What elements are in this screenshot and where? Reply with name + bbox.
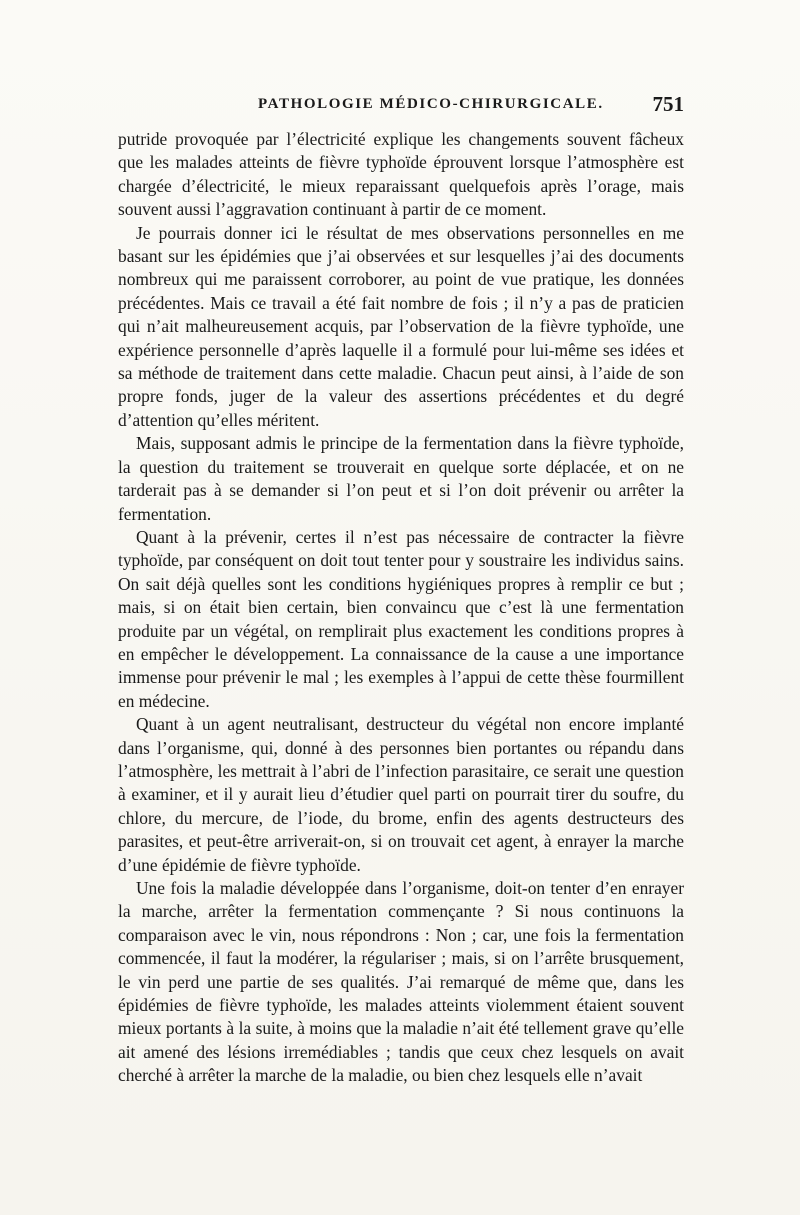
- paragraph-prevention: Quant à la prévenir, certes il n’est pas nécessaire de contracter la fièvre typhoïde, par conséquent on doit tout tenter pour y soustraire les individus sains. On sait déjà quelles sont les conditions hygiéniques propres à remplir ce but ; mais, si on était bien certain, bien convaincu que c’est là une fermentation produite par un végétal, on remplirait plus exactement les conditions propres à en empêcher le développement. La connaissance de la cause a une importance immense pour prévenir le mal ; les exemples à l’appui de cette thèse fourmillent en médecine.: [118, 526, 684, 711]
- paragraph-observations: Je pourrais donner ici le résultat de mes observations personnelles en me basant sur les épidémies que j’ai observées et sur lesquelles j’ai des documents nombreux qui me paraissent corroborer, au point de vue pratique, les données précédentes. Mais ce travail a été fait nombre de fois ; il n’y a pas de praticien qui n’ait malheureusement acquis, par l’observation de la fièvre typhoïde, une expérience personnelle d’après laquelle il a formulé pour lui-même ses idées et sa méthode de traitement dans cette maladie. Chacun peut ainsi, à l’aide de son propre fonds, juger de la valeur des assertions précédentes et du degré d’attention qu’elles méritent.: [118, 222, 684, 430]
- body-text: [118, 128, 684, 1088]
- page-header: [118, 92, 684, 122]
- running-head: PATHOLOGIE MÉDICO-CHIRURGICALE.: [258, 96, 604, 112]
- paragraph-fermentation-principle: Mais, supposant admis le principe de la fermentation dans la fièvre typhoïde, la question du traitement se trouverait en quelque sorte déplacée, et on ne tarderait pas à se demander si l’on peut et si l’on doit prévenir ou arrêter la fermentation.: [118, 433, 684, 524]
- paragraph-neutralizing-agent: Quant à un agent neutralisant, destructeur du végétal non encore implanté dans l’organisme, qui, donné à des personnes bien portantes ou répandu dans l’atmosphère, les mettrait à l’abri de l’infection parasitaire, ce serait une question à examiner, et il y aurait lieu d’étudier quel parti on pourrait tirer du soufre, du chlore, du mercure, de l’iode, du brome, enfin des agents destructeurs des parasites, et peut-être arriverait-on, si on trouvait cet agent, à enrayer la marche d’une épidémie de fièvre typhoïde.: [118, 714, 684, 875]
- page-number: 751: [652, 92, 684, 116]
- paragraph-treatment: Une fois la maladie développée dans l’organisme, doit-on tenter d’en enrayer la marche, arrêter la fermentation commençante ? Si nous continuons la comparaison avec le vin, nous répondrons : Non ; car, une fois la fermentation commencée, il faut la modérer, la régulariser ; mais, si on l’arrête brusquement, le vin perd une partie de ses qualités. J’ai remarqué de même que, dans les épidémies de fièvre typhoïde, les malades atteints violemment étaient souvent mieux portants à la suite, à moins que la maladie n’ait été tellement grave qu’elle ait amené des lésions irremédiables ; tandis que ceux chez lesquels on avait cherché à arrêter la marche de la maladie, ou bien chez lesquels elle n’avait: [118, 878, 684, 1086]
- paragraph-continuation: putride provoquée par l’électricité explique les changements souvent fâcheux que les malades atteints de fièvre typhoïde éprouvent lorsque l’atmosphère est chargée d’électricité, le mieux reparaissant quelquefois après l’orage, mais souvent aussi l’aggravation continuant à partir de ce moment.: [118, 129, 684, 220]
